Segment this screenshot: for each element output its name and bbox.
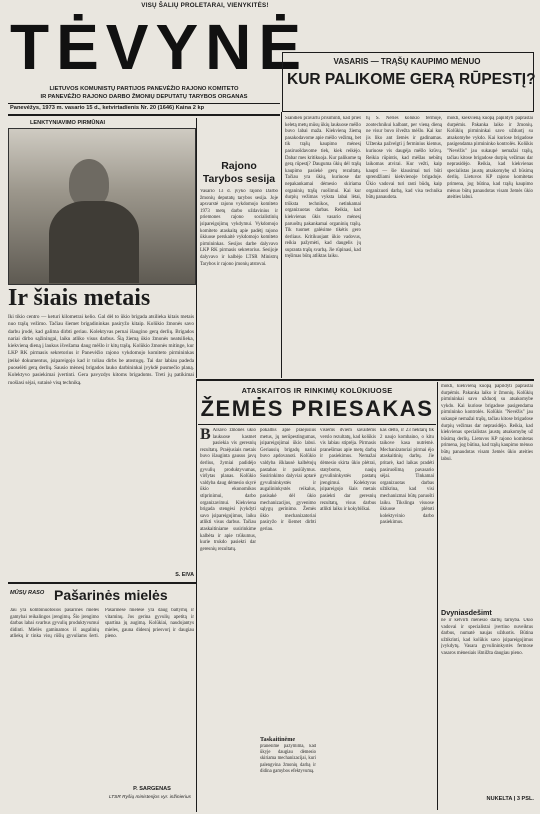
pasarines-author: P. SARGENAS [133, 786, 171, 792]
pasarines-rule [8, 582, 196, 584]
right-column: mokti, kiekvieną kuopą papildyti paprastai durpėmis. Pakanka laiko ir žmonių. Kolūkių pirmininkai savo užduotį su atsakomybe vykdo. Kai kuriose brigadose pasigendama pirmininko kontrolės. Kolūkis "Nevėžis" jau sukaupė nemažai trąšų, tačiau kitose brigadose durpių vežimas dar neprasidėjo. Reikia, kad kiekvienas specialistas jaustų atsakomybę už būsimą derlių. Lietuvos KP rajono komitetas primena, jog būtina, kad trąšų kaupimo mėnuo būtų panaudotas visam žemės ūkio ateities labui. [447, 116, 533, 201]
pasarines-section-label: MŪSŲ RASO [10, 590, 45, 596]
report-col-3: visiems dviem savaitėms verslo rezultatų, kad kolūkis vis labiau stiprėja. Pirmasis pranešimas apie metų darbą ir pasiekimus. Nemažai dėmesio skirta ūkio plėtrai, statyboms, naujų gyvulininkystės pastatų įrengimui. Kolektyvas įsipareigojo šiais metais pasiekti dar geresnių rezultatų, visus darbus atlikti laiku ir kokybiškai. [320, 428, 376, 513]
report-col-4: kas dėlto, ir 23 hektarų tik 2 naujo kombaino, o kitu taikove kasa nutrėmė. Mechanizatoriai pirmai ėjo ataskaitinių darbų. Jie pritarė, kad laikas pradėti pasiruošimą pavasario sėjai. Tinkamai organizuotas darbas užtikrina, kad visi mechanizmai būtų paruošti laiku. Tikslinga visuose ūkiuose plėtoti kolektyvinio darbo pasiekimus. [380, 428, 434, 526]
person-silhouette [69, 159, 109, 207]
report-kicker: ATASKAITOS IR RINKIMŲ KOLŪKIUOSE [241, 386, 393, 395]
session-headline: Rajono Tarybos sesija [202, 160, 276, 185]
trasos-column: Šiandien pravartu prisiminti, kad prieš keletą metų mūsų ūkių laukuose mėšlo buvo labai maža. Kiekvieną žiemą pasakodavome apie mėšlo vežimą, bet tik trąšų kaupimo mėnesį pasiruošdavome tiek, kiek reikėjo. Dabar mes kritikuoja. Kur palikome tą gerą rūpestį? Dauguma ūkių dėl trąšų kaupimo pasiekė gerų rezultatų. Tačiau yra ūkių, kuriuose dar nepakankamai dėmesio skiriama organinių trąšų ruošimui. Kai kur durpių vežimas vyksta labai lėtai, trūksta technikos, netinkamai organizuotas darbas. Reikia, kad kiekvienas ūkis vasario mėnesį paruoštų pakankamai organinių trąšų. Tik tuomet galėsime tikėtis gero derliaus. Kritikuojant ūkio vadovus, reikia pažymėti, kad daugelis jų supranta trąšų svarbą. Jie rūpinasi, kad tręšimas būtų atliktas laiku. [285, 116, 361, 260]
pasarines-body: Jau yra kombinuotosios pašarinės mielės gamybai reikalingos įrengimų. Šio įrengimo darbas labai svarbus gyvulių produktyvumui didinti. Mielės gaminamos iš augalinių atliekų ir tinka visų rūšių gyvuliams šerti. Pašarinėse mielėse yra daug baltymų ir vitaminų. Jos gerina gyvulių apetitą ir spartina jų augimą. Kolūkiai, naudojantys mieles, gauna didesnį priesvorį ir daugiau pieno. [10, 608, 194, 640]
tasks-body: pranešime pažymima, kad ūkyje daugiau dėmesio skiriama mechanizacijai, kuri palengvina žmonių darbą ir didina gamybos efektyvumą. [260, 744, 316, 774]
column-divider [196, 118, 197, 378]
dyvinasdeshimt-headline: Dvyniasdešimt [441, 608, 492, 617]
report-col-1 [200, 428, 256, 732]
session-body: Vasario 13 d. įvyko rajono Darbo žmonių deputatų tarybos sesija. Joje apsvarstė rajono vykdomojo komiteto 1973 metų darbo uždavinius ir priemones rajono socialistinių įsipareigojimų vykdymui. Vykdomojo komiteto ataskaitą apie padėtį rajono ūkiuose perskaitė vykdomojo komiteto pirmininkas. Sesijos darbe dalyvavo LKP RK pirmasis sekretorius. Sesijoje dalyvavo ir kalbėjo LTSR Ministrų Tarybos ir rajono įmonių atstovai. [200, 189, 278, 267]
newspaper-title: TĖVYNĖ [10, 11, 309, 83]
publisher-line-2: IR PANEVĖŽIO RAJONO DARBO ŽMONIŲ DEPUTATŲ TARYBOS ORGANAS [40, 94, 248, 100]
tasks-headline: Taskaitinėme [260, 736, 296, 743]
report-headline: ŽEMĖS PRIESAKAS [200, 396, 434, 421]
report-col-2: pokalbis apie praėjusius metus, jų nerūpestingumas, įsipareigojimai ūkio labui. Geriausių brigadų nariai buvo apdovanoti. Kolūkio valdyba išklausė kalbėtojų pastabas ir pasiūlymus. Susirinkimo dalyviai aptarė gyvulininkystės ir augalininkystės reikalus, pasisakė dėl ūkio mechanizacijos, gyvenimo sąlygų gerinimo. Žemės ūkio mechanizatoriai pasiryžo ir šiemet dirbti geriau. [260, 428, 316, 532]
dyvinasdeshimt-body: ne ir ketvirti mėnesio darbų tarnyba. Ūkio vadovai ir specialistai įvertino nuveiktus darbus, numatė naujas užduotis. Būtina užtikrinti, kad kolūkis savo įsipareigojimus įvykdytų. Vasara gyvulininkystės fermose vasaros mėnesiais išmilžta daugiau pieno. [441, 618, 533, 656]
promo-headline: KUR PALIKOME GERĄ RŪPESTĮ? [287, 71, 536, 88]
report-col-1-text: Alsavo žmonės ūkio laukuose kasmet pasiekia vis geresnių rezultatų. Praėjusiais metais buvo išauginta gausus javų derlius, žymiai padidėjo gyvulių produktyvumas, viršytas planas. Kolūkio valdyba daug dėmesio skyrė ūkio ekonomikos stiprinimui, darbo organizavimui. Kiekviena brigada stengėsi įvykdyti savo įsipareigojimus, laiku atlikti visus darbus. Tačiau ataskaitiniame susirinkime kalbėta ir apie trūkumus, kurie trukdo pasiekti dar geresnių rezultatų. [200, 428, 256, 552]
column-divider [196, 380, 197, 812]
continuation-note: NUKELTA Į 3 PSL. [486, 796, 534, 802]
section-rule [196, 379, 534, 381]
column-divider [437, 382, 438, 810]
kolukis-column: tų S. Nėries kolūkio fermoje, zootechnikui kalbant, per vieną dieną ne visur buvo išvežta mėšlo. Kai kur jis liko ant žemės ir gadinamas. Užtenka pažvelgti į ferminius kiemus, kuriuose vis daugėja mėšlo krūvų. Reikia rūpintis, kad mėšlas nebūtų laikomas atvirai. Kur vežti, kaip kaupti — šie klausimai turi būti sprendžiami kiekvienoje brigadoje. Ūkio vadovai turi rasti būdų, kaip organizuoti darbą, kad visa technika būtų panaudota. [366, 116, 442, 201]
slogan: VISŲ ŠALIŲ PROLETARAI, VIENYKITĖS! [141, 2, 269, 9]
featured-photo [8, 128, 196, 285]
photo-caption: LENKTYNIAVIMO PIRMŪNAI [30, 120, 106, 126]
feature-headline: Ir šiais metais [8, 285, 151, 311]
feature-body: Iki tikio centro — keturi kilometrai kelio. Gal dėl to ūkio brigada atsilieka kitais metais nuo trąšų vežimo. Tačiau šiemet brigadininkas pasiryžo kitaip. Kolūkio žmonės savo darbu įrodė, kad galima dirbti geriau. Kolektyvas pernai išaugino gerą derlių. Brigados nariai dirbo sąžiningai, laiku atliko visus darbus. Šią žiemą ūkio žmonės neatsilieka, kiekvieną dieną į laukus išvežama daug mėšlo ir kitų trąšų. Kolūkio žmonės mitinge, kur LKP RK pirmasis sekretorius ir Panevėžio rajono vykdomojo komiteto pirmininkas įteikė dokumentus, įsipareigojo kad ir toliau dirbs be atostogų. Tai dar labiau padeda puoselėti gerą derlių. Sausio mėnesį brigados lauko darbininkai įvykdė pusmečio planą. Kolektyvo pasiekimai įvertinti. Gera pavyzdys kitoms brigadoms. Treti jų patikimai ruošiasi sėjai, sutaisė visą techniką. [8, 314, 194, 386]
pasarines-author-role: LTSR Ryšių ministerijos vyr. inžinierius [108, 795, 192, 800]
person-body [49, 201, 139, 283]
masthead-rule [8, 103, 280, 104]
promo-kicker: VASARIS — TRĄŠŲ KAUPIMO MĖNUO [333, 57, 481, 66]
promo-box [282, 52, 534, 112]
right-lower-column: mokti, kiekvieną kuopą papildyti paprastai durpėmis. Pakanka laiko ir žmonių. Kolūkių pirmininkai savo užduotį su atsakomybe vykdo. Kai kuriose brigadose pasigendama pirmininko kontrolės. Kolūkis "Nevėžis" jau sukaupė nemažai trąšų, tačiau kitose brigadose durpių vežimas dar neprasidėjo. Reikia, kad kiekvienas specialistas jaustų atsakomybę už būsimą derlių. Lietuvos KP rajono komitetas primena, jog būtina, kad trąšų kaupimo mėnuo būtų panaudotas visam žemės ūkio ateities labui. [441, 384, 533, 462]
report-rule [198, 424, 436, 425]
pasarines-headline: Pašarinės mielės [54, 587, 168, 603]
column-divider [281, 112, 282, 378]
report-box [198, 386, 436, 422]
publisher-line-1: LIETUVOS KOMUNISTŲ PARTIJOS PANEVĖŽIO RAJONO KOMITETO [49, 86, 239, 92]
drop-cap: B [200, 428, 211, 443]
dateline-rule [8, 114, 280, 116]
feature-byline: S. EIVA [175, 572, 194, 578]
dateline: Panevėžys, 1973 m. vasario 15 d., ketvirtadienis Nr. 20 (1646) Kaina 2 kp [10, 105, 205, 111]
